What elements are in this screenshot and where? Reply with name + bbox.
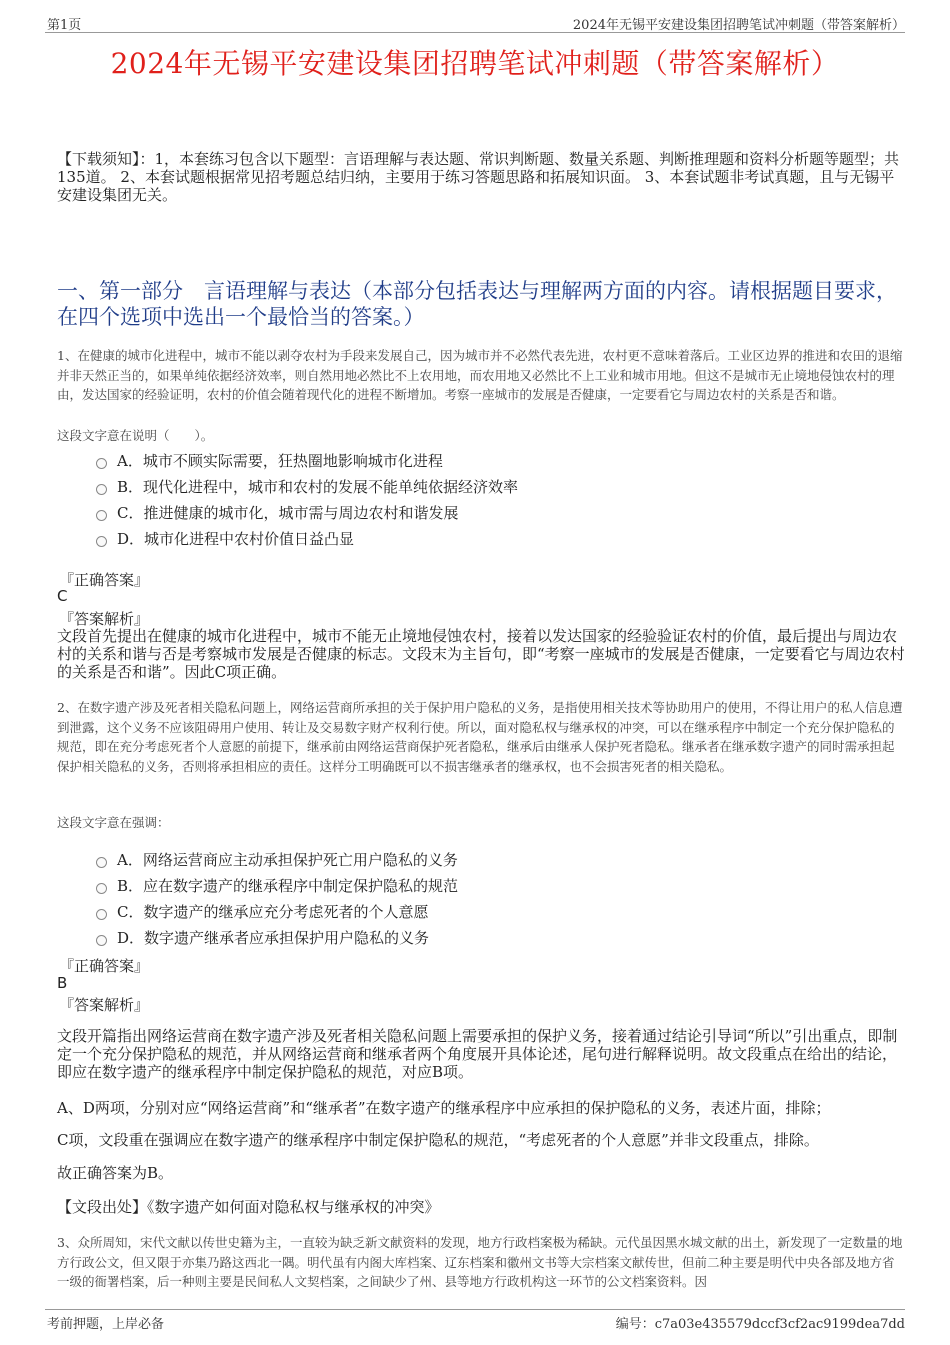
- question-1-option-b[interactable]: [96, 476, 518, 497]
- option-label: A．城市不顾实际需要，狂热圈地影响城市化进程: [117, 452, 443, 470]
- question-3-text: 3、众所周知，宋代文献以传世史籍为主，一直较为缺乏新文献资料的发现，地方行政档案极为稀缺。元代虽因黑水城文献的出土，新发现了一定数量的地方行政公文，但又限于亦集乃路这西北一隅。明代虽有内阁大库档案、辽东档案和徽州文书等大宗档案文献传世，但前二种主要是明代中央各部及地方省一级的衙署档案，后一种则主要是民间私人文契档案，之间缺少了州、县等地方行政机构这一环节的公文档案资料。因: [57, 1235, 903, 1289]
- radio-icon[interactable]: [96, 857, 107, 868]
- option-label: C．数字遗产的继承应充分考虑死者的个人意愿: [117, 903, 429, 921]
- question-1-prompt: 这段文字意在说明（ ）。: [57, 428, 214, 443]
- download-notice: 【下载须知】：1，本套练习包含以下题型：言语理解与表达题、常识判断题、数量关系题、判断推理题和资料分析题等题型；共135道。 2、本套试题根据常见招考题总结归纳，主要用于练习答题思路和拓展知识面。 3、本套试题非考试真题，且与无锡平安建设集团无关。: [57, 150, 900, 204]
- question-2-text: 2、在数字遗产涉及死者相关隐私问题上，网络运营商所承担的关于保护用户隐私的义务，是指使用相关技术等协助用户的使用，不得让用户的私人信息遭到泄露，这个义务不应该阻碍用户使用、转让及交易数字财产权利行使。所以，面对隐私权与继承权的冲突，可以在继承程序中制定一个充分保护隐私的规范，即在充分考虑死者个人意愿的前提下，继承前由网络运营商保护死者隐私，继承后由继承人保护死者隐私。继承者在继承数字遗产的同时需承担起保护相关隐私的义务，否则将承担相应的责任。这样分工明确既可以不损害继承者的继承权，也不会损害死者的相关隐私。: [57, 700, 903, 774]
- question-1-answer: C: [57, 587, 68, 605]
- question-1-option-a[interactable]: [96, 450, 443, 471]
- header-page-number: 第1页: [47, 18, 82, 33]
- option-label: B．现代化进程中，城市和农村的发展不能单纯依据经济效率: [117, 478, 519, 496]
- question-2-prompt: 这段文字意在强调：: [57, 815, 170, 830]
- question-2-option-b[interactable]: [96, 875, 458, 896]
- question-2-analysis-main: 文段开篇指出网络运营商在数字遗产涉及死者相关隐私问题上需要承担的保护义务，接着通过结论引导词“所以”引出重点，即制定一个充分保护隐私的规范，并从网络运营商和继承者两个角度展开具体论述，尾句进行解释说明。故文段重点在给出的结论，即应在数字遗产的继承程序中制定保护隐私的规范，对应B项。: [57, 1027, 898, 1081]
- question-2-analysis-c: C项，文段重在强调应在数字遗产的继承程序中制定保护隐私的规范，“考虑死者的个人意愿”并非文段重点，排除。: [57, 1131, 819, 1149]
- question-1-option-d[interactable]: [96, 528, 354, 549]
- header-divider: [45, 32, 905, 33]
- question-2-source: 【文段出处】《数字遗产如何面对隐私权与继承权的冲突》: [57, 1198, 440, 1216]
- radio-icon[interactable]: [96, 536, 107, 547]
- option-label: D．城市化进程中农村价值日益凸显: [117, 530, 355, 548]
- question-2-answer: B: [57, 974, 68, 992]
- radio-icon[interactable]: [96, 909, 107, 920]
- question-2-option-a[interactable]: [96, 849, 458, 870]
- footer-divider: [45, 1309, 905, 1310]
- footer-code: 编号：c7a03e435579dccf3cf2ac9199dea7dd: [615, 1317, 905, 1332]
- option-label: D．数字遗产继承者应承担保护用户隐私的义务: [117, 929, 430, 947]
- question-1-analysis: 文段首先提出在健康的城市化进程中，城市不能无止境地侵蚀农村，接着以发达国家的经验验证农村的价值，最后提出与周边农村的关系和谐与否是考察城市发展是否健康的标志。文段末为主旨句，即“考察一座城市的发展是否健康，一定要看它与周边农村的关系是否和谐”。因此C项正确。: [57, 627, 905, 681]
- question-2-option-d[interactable]: [96, 927, 429, 948]
- question-1-text: 1、在健康的城市化进程中，城市不能以剥夺农村为手段来发展自己，因为城市并不必然代表先进，农村更不意味着落后。工业区边界的推进和农田的退缩并非天然正当的，如果单纯依据经济效率，则自然用地必然比不上农用地，而农用地又必然比不上工业和城市用地。但这不是城市无止境地侵蚀农村的理由，发达国家的经验证明，农村的价值会随着现代化的进程不断增加。考察一座城市的发展是否健康，一定要看它与周边农村的关系是否和谐。: [57, 348, 903, 402]
- radio-icon[interactable]: [96, 510, 107, 521]
- question-2-analysis-ad: A、D两项，分别对应“网络运营商”和“继承者”在数字遗产的继承程序中应承担的保护隐私的义务，表述片面，排除；: [57, 1099, 831, 1117]
- option-label: C．推进健康的城市化，城市需与周边农村和谐发展: [117, 504, 459, 522]
- question-1-analysis-label: 『答案解析』: [59, 610, 150, 628]
- section-heading: 一、第一部分 言语理解与表达（本部分包括表达与理解两方面的内容。请根据题目要求，在四个选项中选出一个最恰当的答案。）: [57, 279, 897, 329]
- option-label: A．网络运营商应主动承担保护死亡用户隐私的义务: [117, 851, 458, 869]
- question-2-analysis-label: 『答案解析』: [59, 996, 150, 1014]
- radio-icon[interactable]: [96, 883, 107, 894]
- radio-icon[interactable]: [96, 484, 107, 495]
- radio-icon[interactable]: [96, 458, 107, 469]
- question-1-answer-label: 『正确答案』: [59, 571, 150, 589]
- option-label: B．应在数字遗产的继承程序中制定保护隐私的规范: [117, 877, 459, 895]
- question-2-analysis-conclusion: 故正确答案为B。: [57, 1164, 174, 1182]
- header-doc-title: 2024年无锡平安建设集团招聘笔试冲刺题（带答案解析）: [572, 18, 905, 33]
- question-2-answer-label: 『正确答案』: [59, 957, 150, 975]
- page-title: 2024年无锡平安建设集团招聘笔试冲刺题（带答案解析）: [110, 47, 840, 80]
- footer-slogan: 考前押题，上岸必备: [47, 1317, 165, 1332]
- question-1-option-c[interactable]: [96, 502, 458, 523]
- radio-icon[interactable]: [96, 935, 107, 946]
- question-2-option-c[interactable]: [96, 901, 428, 922]
